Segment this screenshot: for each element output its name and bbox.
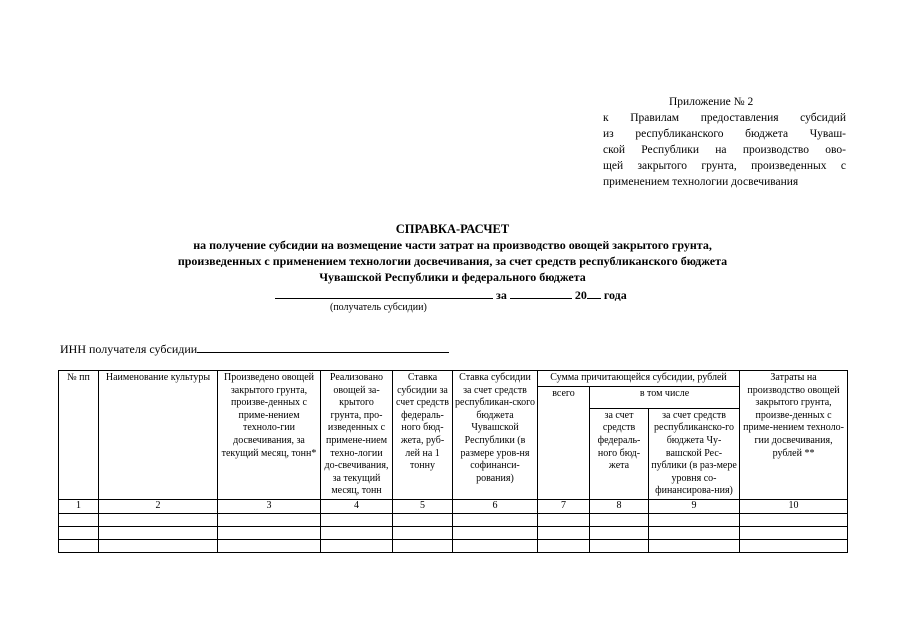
year-blank[interactable] (587, 286, 601, 299)
table-cell[interactable] (99, 513, 218, 526)
table-cell[interactable] (218, 513, 321, 526)
header-produced: Произведено овощей закрытого грунта, произве-денных с приме-нением техноло-гии досвечивания, за текущий месяц, тонн* (218, 371, 321, 500)
table-cell[interactable] (59, 513, 99, 526)
table-cell[interactable] (740, 513, 848, 526)
table-cell[interactable] (393, 513, 453, 526)
table-cell[interactable] (321, 539, 393, 552)
table-cell[interactable] (59, 526, 99, 539)
table-cell[interactable] (649, 513, 740, 526)
column-number: 6 (453, 499, 538, 513)
column-number: 2 (99, 499, 218, 513)
header-including: в том числе (590, 386, 740, 408)
column-number: 10 (740, 499, 848, 513)
header-number: № пп (59, 371, 99, 500)
title-main: СПРАВКА-РАСЧЕТ (395, 222, 510, 236)
table-cell[interactable] (218, 539, 321, 552)
table-cell[interactable] (393, 526, 453, 539)
table-row (59, 513, 848, 526)
document-title (80, 221, 825, 285)
table-cell[interactable] (740, 526, 848, 539)
table-cell[interactable] (590, 539, 649, 552)
header-crop-name: Наименование культуры (99, 371, 218, 500)
table-cell[interactable] (99, 539, 218, 552)
period-year-suffix: года (603, 288, 627, 302)
table-cell[interactable] (453, 526, 538, 539)
table-cell[interactable] (649, 526, 740, 539)
header-costs: Затраты на производство овощей закрытого грунта, произве-денных с приме-нением техноло-гии досвечивания, рублей ** (740, 371, 848, 500)
table-cell[interactable] (649, 539, 740, 552)
month-blank[interactable] (510, 286, 572, 299)
column-number-row (59, 499, 848, 513)
period-za: за (496, 288, 507, 302)
appendix-number: Приложение № 2 (669, 96, 754, 108)
header-republic-rate: Ставка субсидии за счет средств республикан-ского бюджета Чувашской Республики (в размере уров-ня софинанси-рования) (453, 371, 538, 500)
table-cell[interactable] (740, 539, 848, 552)
recipient-blank[interactable] (275, 286, 493, 299)
table-cell[interactable] (453, 513, 538, 526)
column-number: 5 (393, 499, 453, 513)
table-cell[interactable] (538, 513, 590, 526)
header-republic-budget: за счет средств республиканско-го бюджета Чу-вашской Рес-публики (в раз-мере уровня со-финансирова-ния) (649, 408, 740, 499)
subsidy-table (58, 370, 848, 553)
inn-blank[interactable] (197, 340, 449, 353)
column-number: 8 (590, 499, 649, 513)
header-sold: Реализовано овощей за-крытого грунта, про-изведенных с примене-нием техно-логии до-свечивания, за текущий месяц, тонн (321, 371, 393, 500)
appendix-line: ской Республики на производство ово- (603, 144, 846, 156)
appendix-line: щей закрытого грунта, произведенных с (603, 160, 846, 172)
column-number: 3 (218, 499, 321, 513)
table-cell[interactable] (538, 539, 590, 552)
header-total: всего (538, 386, 590, 499)
appendix-block (603, 94, 846, 190)
title-line: на получение субсидии на возмещение части затрат на производство овощей закрытого грунта, (193, 238, 712, 252)
table-cell[interactable] (218, 526, 321, 539)
table-cell[interactable] (590, 513, 649, 526)
table-cell[interactable] (453, 539, 538, 552)
appendix-line: из республиканского бюджета Чуваш- (603, 128, 846, 140)
table-cell[interactable] (321, 513, 393, 526)
title-line: Чувашской Республики и федерального бюджета (319, 270, 586, 284)
table-row (59, 539, 848, 552)
header-federal-budget: за счет средств федераль-ного бюд-жета (590, 408, 649, 499)
column-number: 4 (321, 499, 393, 513)
table-cell[interactable] (59, 539, 99, 552)
table-row (59, 526, 848, 539)
table-cell[interactable] (321, 526, 393, 539)
header-subsidy-sum: Сумма причитающейся субсидии, рублей (538, 371, 740, 387)
inn-line (60, 340, 449, 357)
column-number: 7 (538, 499, 590, 513)
table-cell[interactable] (590, 526, 649, 539)
period-year-prefix: 20 (574, 288, 587, 302)
column-number: 1 (59, 499, 99, 513)
appendix-line: применением технологии досвечивания (603, 176, 799, 188)
appendix-line: к Правилам предоставления субсидий (603, 112, 846, 124)
title-line: произведенных с применением технологии досвечивания, за счет средств республиканского бюджета (177, 254, 728, 268)
period-line (275, 286, 645, 303)
table-cell[interactable] (393, 539, 453, 552)
recipient-caption: (получатель субсидии) (330, 302, 427, 313)
inn-label: ИНН получателя субсидии (60, 342, 198, 356)
column-number: 9 (649, 499, 740, 513)
header-federal-rate: Ставка субсидии за счет средств федераль-ного бюд-жета, руб-лей на 1 тонну (393, 371, 453, 500)
table-cell[interactable] (538, 526, 590, 539)
table-cell[interactable] (99, 526, 218, 539)
